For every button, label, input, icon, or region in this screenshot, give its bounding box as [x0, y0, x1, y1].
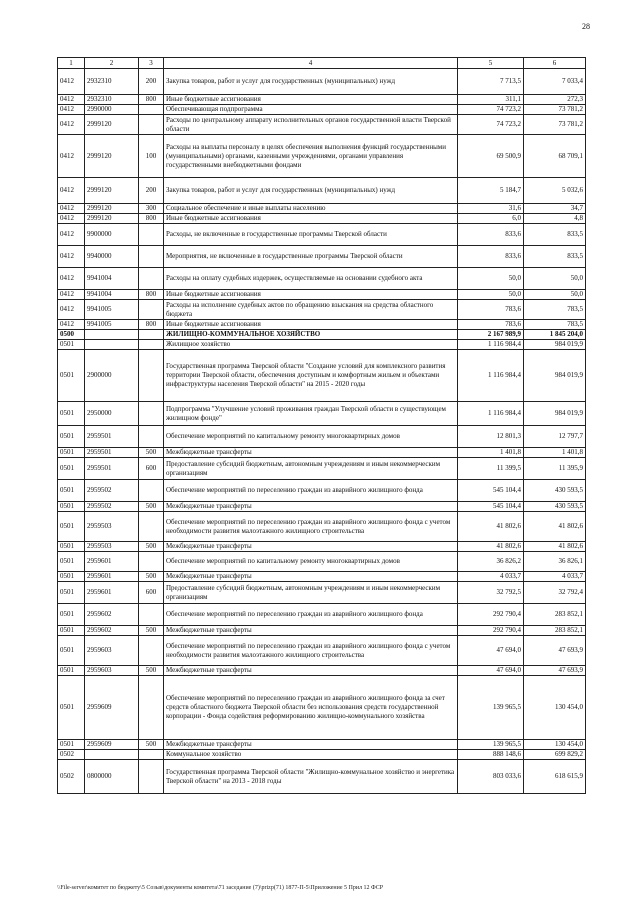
amount-executed: 4 033,7	[524, 572, 586, 582]
item-name: Расходы на оплату судебных издержек, осуществляемые на основании судебного акта	[164, 268, 458, 290]
expense-type-code: 800	[139, 95, 164, 105]
amount-executed: 833,5	[524, 246, 586, 268]
target-article-code: 2950000	[85, 402, 139, 426]
item-name: Обеспечение мероприятий по переселению граждан из аварийного жилищного фонда	[164, 604, 458, 626]
amount-executed: 12 797,7	[524, 426, 586, 448]
amount-planned: 292 790,4	[458, 626, 524, 636]
item-name: Государственная программа Тверской области "Жилищно-коммунальное хозяйство и энергетика Тверской области" на 2013 - 2018 годы	[164, 760, 458, 794]
amount-executed: 50,0	[524, 268, 586, 290]
item-name: Обеспечение мероприятий по переселению граждан из аварийного жилищного фонда	[164, 480, 458, 502]
section-code: 0501	[58, 340, 85, 350]
expense-type-code: 200	[139, 69, 164, 95]
expense-type-code	[139, 604, 164, 626]
amount-planned: 36 826,2	[458, 552, 524, 572]
expense-type-code	[139, 340, 164, 350]
column-number: 2	[85, 58, 139, 69]
amount-planned: 1 116 984,4	[458, 350, 524, 402]
item-name: Закупка товаров, работ и услуг для государственных (муниципальных) нужд	[164, 178, 458, 204]
section-code: 0501	[58, 402, 85, 426]
amount-planned: 2 167 989,9	[458, 330, 524, 340]
item-name: Мероприятия, не включенные в государственные программы Тверской области	[164, 246, 458, 268]
amount-executed: 783,5	[524, 300, 586, 320]
target-article-code: 2959602	[85, 626, 139, 636]
item-name: Межбюджетные трансферты	[164, 572, 458, 582]
target-article-code: 2959502	[85, 502, 139, 512]
expense-type-code	[139, 300, 164, 320]
table-row	[58, 115, 586, 135]
amount-executed: 47 693,9	[524, 636, 586, 666]
item-name: Обеспечивающая подпрограмма	[164, 105, 458, 115]
section-code: 0502	[58, 760, 85, 794]
expense-type-code: 500	[139, 502, 164, 512]
table-row	[58, 636, 586, 666]
amount-planned: 69 500,9	[458, 135, 524, 178]
expense-type-code	[139, 552, 164, 572]
table-row	[58, 512, 586, 542]
expense-type-code: 500	[139, 448, 164, 458]
table-row	[58, 69, 586, 95]
expense-type-code: 500	[139, 542, 164, 552]
table-row	[58, 626, 586, 636]
target-article-code: 2959503	[85, 512, 139, 542]
amount-planned: 41 802,6	[458, 512, 524, 542]
expense-type-code: 600	[139, 582, 164, 604]
column-number: 1	[58, 58, 85, 69]
target-article-code: 2959603	[85, 636, 139, 666]
table-row	[58, 760, 586, 794]
expense-type-code	[139, 268, 164, 290]
amount-planned: 47 694,0	[458, 636, 524, 666]
expense-type-code: 800	[139, 290, 164, 300]
target-article-code: 2959609	[85, 676, 139, 740]
item-name: Подпрограмма "Улучшение условий проживания граждан Тверской области в существующем жилищном фонде"	[164, 402, 458, 426]
section-code: 0501	[58, 502, 85, 512]
page-number: 28	[582, 22, 590, 31]
table-row	[58, 572, 586, 582]
item-name: Межбюджетные трансферты	[164, 542, 458, 552]
target-article-code: 2959501	[85, 426, 139, 448]
amount-executed: 5 032,6	[524, 178, 586, 204]
table-row	[58, 340, 586, 350]
expense-type-code: 600	[139, 458, 164, 480]
table-row	[58, 542, 586, 552]
section-code: 0501	[58, 552, 85, 572]
section-code: 0412	[58, 178, 85, 204]
item-name: Межбюджетные трансферты	[164, 626, 458, 636]
table-row	[58, 350, 586, 402]
amount-executed: 68 709,1	[524, 135, 586, 178]
section-code: 0501	[58, 636, 85, 666]
amount-planned: 1 116 984,4	[458, 402, 524, 426]
section-code: 0501	[58, 666, 85, 676]
amount-planned: 50,0	[458, 268, 524, 290]
section-code: 0412	[58, 204, 85, 214]
amount-planned: 545 104,4	[458, 480, 524, 502]
table-row	[58, 320, 586, 330]
expense-type-code: 800	[139, 214, 164, 224]
target-article-code: 2959502	[85, 480, 139, 502]
table-row	[58, 330, 586, 340]
amount-executed: 1 401,8	[524, 448, 586, 458]
amount-executed: 283 852,1	[524, 626, 586, 636]
table-row	[58, 604, 586, 626]
target-article-code: 2999120	[85, 115, 139, 135]
table-row	[58, 750, 586, 760]
item-name: Межбюджетные трансферты	[164, 502, 458, 512]
target-article-code: 2990000	[85, 105, 139, 115]
item-name: Закупка товаров, работ и услуг для государственных (муниципальных) нужд	[164, 69, 458, 95]
table-row	[58, 502, 586, 512]
amount-executed: 7 033,4	[524, 69, 586, 95]
amount-planned: 311,1	[458, 95, 524, 105]
expense-type-code	[139, 760, 164, 794]
section-code: 0501	[58, 542, 85, 552]
column-number: 4	[164, 58, 458, 69]
amount-planned: 139 965,5	[458, 740, 524, 750]
amount-planned: 783,6	[458, 300, 524, 320]
expense-type-code	[139, 636, 164, 666]
target-article-code: 2959602	[85, 604, 139, 626]
section-code: 0412	[58, 320, 85, 330]
amount-executed: 984 019,9	[524, 340, 586, 350]
expense-type-code: 800	[139, 320, 164, 330]
amount-executed: 430 593,5	[524, 502, 586, 512]
amount-planned: 545 104,4	[458, 502, 524, 512]
section-code: 0501	[58, 426, 85, 448]
amount-planned: 74 723,2	[458, 105, 524, 115]
table-row	[58, 246, 586, 268]
item-name: Межбюджетные трансферты	[164, 740, 458, 750]
amount-planned: 139 965,5	[458, 676, 524, 740]
amount-planned: 31,6	[458, 204, 524, 214]
table-row	[58, 268, 586, 290]
expense-type-code: 500	[139, 666, 164, 676]
amount-planned: 292 790,4	[458, 604, 524, 626]
target-article-code: 2999120	[85, 178, 139, 204]
item-name: Социальное обеспечение и иные выплаты населению	[164, 204, 458, 214]
amount-planned: 803 033,6	[458, 760, 524, 794]
amount-executed: 283 852,1	[524, 604, 586, 626]
section-code: 0412	[58, 69, 85, 95]
section-code: 0501	[58, 448, 85, 458]
target-article-code: 9941004	[85, 290, 139, 300]
expense-type-code: 500	[139, 572, 164, 582]
table-row	[58, 224, 586, 246]
section-code: 0501	[58, 480, 85, 502]
table-row	[58, 178, 586, 204]
section-code: 0412	[58, 268, 85, 290]
target-article-code	[85, 330, 139, 340]
amount-executed: 430 593,5	[524, 480, 586, 502]
table-row	[58, 300, 586, 320]
expense-type-code: 200	[139, 178, 164, 204]
item-name: Иные бюджетные ассигнования	[164, 214, 458, 224]
item-name: Жилищное хозяйство	[164, 340, 458, 350]
table-row	[58, 105, 586, 115]
section-code: 0501	[58, 512, 85, 542]
table-row	[58, 448, 586, 458]
amount-planned: 833,6	[458, 224, 524, 246]
target-article-code: 9940000	[85, 246, 139, 268]
item-name: Межбюджетные трансферты	[164, 448, 458, 458]
amount-executed: 272,3	[524, 95, 586, 105]
column-number: 6	[524, 58, 586, 69]
item-name: Обеспечение мероприятий по переселению граждан из аварийного жилищного фонда с учетом необходимости развития малоэтажного жилищного строительства	[164, 512, 458, 542]
amount-planned: 50,0	[458, 290, 524, 300]
amount-executed: 699 829,2	[524, 750, 586, 760]
section-code: 0501	[58, 350, 85, 402]
section-code: 0412	[58, 105, 85, 115]
table-row	[58, 740, 586, 750]
target-article-code: 2999120	[85, 214, 139, 224]
item-name: Обеспечение мероприятий по капитальному ремонту многоквартирных домов	[164, 552, 458, 572]
amount-executed: 73 781,2	[524, 115, 586, 135]
amount-executed: 618 615,9	[524, 760, 586, 794]
item-name: Иные бюджетные ассигнования	[164, 320, 458, 330]
column-number: 3	[139, 58, 164, 69]
target-article-code: 2959503	[85, 542, 139, 552]
amount-executed: 4,8	[524, 214, 586, 224]
amount-executed: 783,5	[524, 320, 586, 330]
table-row	[58, 426, 586, 448]
section-code: 0412	[58, 135, 85, 178]
amount-executed: 32 792,4	[524, 582, 586, 604]
amount-planned: 41 802,6	[458, 542, 524, 552]
column-number-row	[58, 58, 586, 69]
section-code: 0412	[58, 300, 85, 320]
section-code: 0412	[58, 95, 85, 105]
amount-planned: 1 116 984,4	[458, 340, 524, 350]
table-row	[58, 135, 586, 178]
item-name: Расходы по центральному аппарату исполнительных органов государственной власти Тверской области	[164, 115, 458, 135]
table-row	[58, 582, 586, 604]
amount-planned: 7 713,5	[458, 69, 524, 95]
target-article-code	[85, 750, 139, 760]
target-article-code: 2959501	[85, 458, 139, 480]
section-code: 0412	[58, 290, 85, 300]
item-name: Межбюджетные трансферты	[164, 666, 458, 676]
amount-planned: 11 399,5	[458, 458, 524, 480]
target-article-code: 9900000	[85, 224, 139, 246]
expense-type-code	[139, 402, 164, 426]
section-code: 0412	[58, 214, 85, 224]
expense-type-code	[139, 512, 164, 542]
section-code: 0501	[58, 572, 85, 582]
expense-type-code	[139, 676, 164, 740]
amount-executed: 41 802,6	[524, 542, 586, 552]
section-code: 0502	[58, 750, 85, 760]
section-code: 0501	[58, 604, 85, 626]
target-article-code: 2900000	[85, 350, 139, 402]
amount-executed: 984 019,9	[524, 350, 586, 402]
amount-executed: 41 802,6	[524, 512, 586, 542]
item-name: Иные бюджетные ассигнования	[164, 95, 458, 105]
expense-type-code: 300	[139, 204, 164, 214]
item-name: Расходы, не включенные в государственные программы Тверской области	[164, 224, 458, 246]
amount-executed: 130 454,0	[524, 676, 586, 740]
expense-type-code: 500	[139, 626, 164, 636]
expense-type-code	[139, 115, 164, 135]
target-article-code: 2959601	[85, 582, 139, 604]
amount-executed: 36 826,1	[524, 552, 586, 572]
target-article-code: 2959501	[85, 448, 139, 458]
target-article-code: 0800000	[85, 760, 139, 794]
expense-type-code	[139, 330, 164, 340]
amount-executed: 833,5	[524, 224, 586, 246]
section-code: 0501	[58, 676, 85, 740]
expense-type-code: 500	[139, 740, 164, 750]
target-article-code: 2932310	[85, 95, 139, 105]
target-article-code: 2999120	[85, 204, 139, 214]
item-name: Предоставление субсидий бюджетным, автономным учреждениям и иным некоммерческим организациям	[164, 582, 458, 604]
amount-planned: 888 148,6	[458, 750, 524, 760]
expense-type-code	[139, 224, 164, 246]
amount-executed: 11 395,9	[524, 458, 586, 480]
expense-type-code	[139, 426, 164, 448]
section-code: 0501	[58, 458, 85, 480]
file-path-footer: \\File-server\комитет по бюджету\5 Созыв\документы комитета\71 заседание (7)\prizp(71) 1877-П-5\Приложение 5 Прил 12 ФСР	[57, 885, 384, 891]
amount-executed: 73 781,2	[524, 105, 586, 115]
expense-type-code	[139, 750, 164, 760]
budget-table	[57, 57, 586, 794]
table-row	[58, 95, 586, 105]
item-name: Коммунальное хозяйство	[164, 750, 458, 760]
amount-planned: 783,6	[458, 320, 524, 330]
target-article-code: 2959609	[85, 740, 139, 750]
table-row	[58, 214, 586, 224]
target-article-code: 9941005	[85, 300, 139, 320]
target-article-code: 9941005	[85, 320, 139, 330]
target-article-code: 2959601	[85, 552, 139, 572]
table-row	[58, 666, 586, 676]
item-name: Государственная программа Тверской области "Создание условий для комплексного развития территории Тверской области, обеспечения доступным и комфортным жильем и объектами инфраструктуры населения Тверской области" на 2015 - 2020 годы	[164, 350, 458, 402]
item-name: Расходы на исполнение судебных актов по обращению взыскания на средства областного бюджета	[164, 300, 458, 320]
amount-planned: 833,6	[458, 246, 524, 268]
table-row	[58, 290, 586, 300]
expense-type-code: 100	[139, 135, 164, 178]
expense-type-code	[139, 105, 164, 115]
item-name: Иные бюджетные ассигнования	[164, 290, 458, 300]
item-name: Расходы на выплаты персоналу в целях обеспечения выполнения функций государственными (муниципальными) органами, казенными учреждениями, органами управления государственными внебюджетными фондами	[164, 135, 458, 178]
table-row	[58, 676, 586, 740]
amount-executed: 34,7	[524, 204, 586, 214]
table-row	[58, 552, 586, 572]
amount-planned: 4 033,7	[458, 572, 524, 582]
section-code: 0412	[58, 115, 85, 135]
amount-executed: 1 845 204,0	[524, 330, 586, 340]
amount-planned: 6,0	[458, 214, 524, 224]
table-row	[58, 402, 586, 426]
amount-planned: 12 801,3	[458, 426, 524, 448]
column-number: 5	[458, 58, 524, 69]
target-article-code: 2999120	[85, 135, 139, 178]
target-article-code: 2959603	[85, 666, 139, 676]
section-code: 0412	[58, 224, 85, 246]
target-article-code: 2932310	[85, 69, 139, 95]
expense-type-code	[139, 480, 164, 502]
amount-executed: 130 454,0	[524, 740, 586, 750]
amount-executed: 50,0	[524, 290, 586, 300]
item-name: Обеспечение мероприятий по переселению граждан из аварийного жилищного фонда с учетом необходимости развития малоэтажного жилищного строительства	[164, 636, 458, 666]
item-name: Обеспечение мероприятий по переселению граждан из аварийного жилищного фонда за счет средств областного бюджета Тверской области без использования средств государственной корпорации - Фонда содействия реформированию жилищно-коммунального хозяйства	[164, 676, 458, 740]
target-article-code: 9941004	[85, 268, 139, 290]
amount-planned: 5 184,7	[458, 178, 524, 204]
expense-type-code	[139, 350, 164, 402]
table-row	[58, 480, 586, 502]
target-article-code	[85, 340, 139, 350]
amount-executed: 984 019,9	[524, 402, 586, 426]
section-code: 0501	[58, 582, 85, 604]
section-code: 0501	[58, 626, 85, 636]
amount-planned: 1 401,8	[458, 448, 524, 458]
target-article-code: 2959601	[85, 572, 139, 582]
table-row	[58, 204, 586, 214]
item-name: ЖИЛИЩНО-КОММУНАЛЬНОЕ ХОЗЯЙСТВО	[164, 330, 458, 340]
item-name: Обеспечение мероприятий по капитальному ремонту многоквартирных домов	[164, 426, 458, 448]
expense-type-code	[139, 246, 164, 268]
section-code: 0501	[58, 740, 85, 750]
amount-executed: 47 693,9	[524, 666, 586, 676]
item-name: Предоставление субсидий бюджетным, автономным учреждениям и иным некоммерческим организациям	[164, 458, 458, 480]
amount-planned: 47 694,0	[458, 666, 524, 676]
section-code: 0500	[58, 330, 85, 340]
amount-planned: 32 792,5	[458, 582, 524, 604]
amount-planned: 74 723,2	[458, 115, 524, 135]
table-row	[58, 458, 586, 480]
section-code: 0412	[58, 246, 85, 268]
